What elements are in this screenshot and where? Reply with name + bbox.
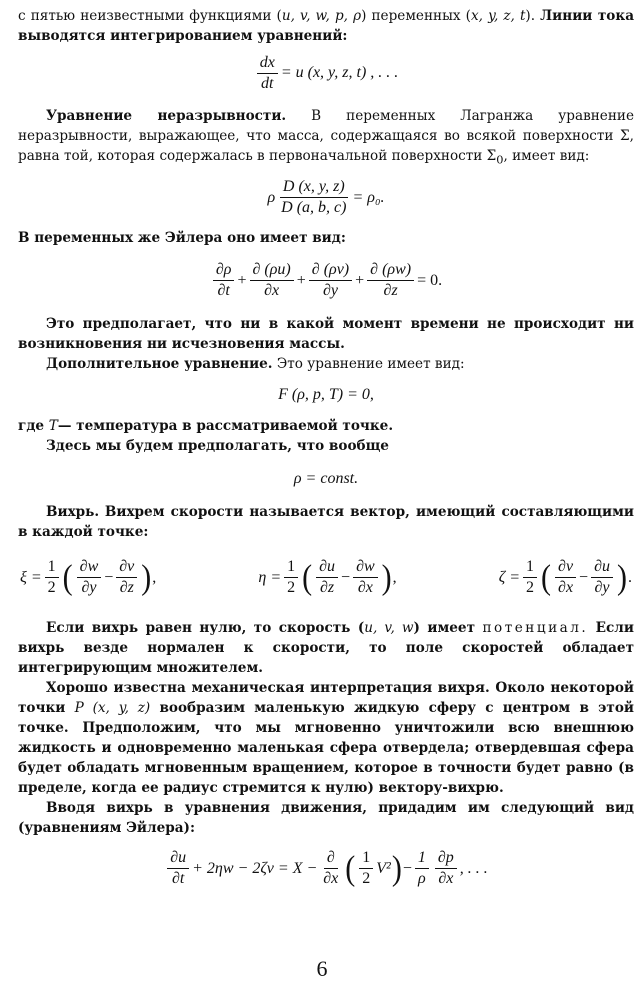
minus-sign: − [341,568,351,586]
right-paren: ) [381,558,392,597]
plus-sign: + [355,271,365,289]
equation-continuity [18,248,634,314]
fraction [77,558,102,597]
paragraph-zero-vortex [18,618,634,678]
text-span: Если вихрь везде нормален к скорости, то поле скоростей обладает интегрирующим множителем. [18,619,634,676]
comma: , [392,568,397,586]
xi-component [20,558,156,597]
left-paren: ( [541,558,552,597]
equation-streamline [18,46,634,100]
text-span: ) переменных ( [361,8,471,24]
denominator: 2 [47,579,56,597]
equation-vortex-components [18,542,634,614]
eta-label: η = [258,568,282,586]
fraction [435,849,457,888]
numerator: ∂u [167,849,189,869]
numerator: ∂ρ [213,261,235,281]
fraction [555,558,576,597]
fraction [284,558,298,597]
spaced-term: потенциал. [482,619,589,636]
equation-const [18,456,634,502]
left-paren: ( [62,558,73,597]
comma: , [152,568,157,586]
equation-rhs: = ρ₀. [352,188,385,206]
rho-symbol: ρ [267,188,276,206]
denominator: ∂z [119,579,134,597]
denominator: ∂t [171,870,185,888]
equation-rhs: = 0. [417,271,443,289]
paragraph-mechanical [18,678,634,798]
text-span: , имеет вид: [503,148,590,164]
fraction [167,849,189,888]
text-span: Вводя вихрь в уравнения движения, придадим им следующий вид (уравнениям Эйлера): [18,799,634,836]
minus-sign: − [104,568,114,586]
velocity-components: u, v, w [364,619,414,636]
numerator: ∂w [353,558,378,578]
text-span: ). [525,8,536,24]
variables: u, v, w, p, ρ [281,8,362,24]
numerator: 1 [415,849,429,869]
velocity-squared: V² [376,859,391,877]
right-paren: ) [391,849,402,888]
text-span: вообразим маленькую жидкую сферу с центром в этой точке. Предположим, что мы мгновенно уничтожили всю внешнюю жидкость и одновременно маленькая сфера отвердела; отвердевшая сфера будет обладать мгновенным вращением, которое в точности будет равно (в пределе, когда ее радиус стремится к нулю) вектору-вихрю. [18,699,634,796]
minus-sign: − [402,859,412,877]
numerator: ∂ (ρv) [309,261,352,281]
denominator: ∂x [357,579,373,597]
text-span: с пятью неизвестными функциями ( [18,8,282,24]
paragraph-euler [18,228,634,248]
eta-component [258,558,396,597]
page-number: 6 [316,956,328,981]
denominator: D (a, b, c) [281,199,347,217]
denominator: ∂t [217,282,230,300]
streamline-sentence: Линии тока выводятся интегрированием уравнений: [18,8,635,44]
denominator: ∂x [558,579,574,597]
text-span: В переменных же Эйлера оно имеет вид: [18,229,346,246]
text-span: Хорошо известна механическая интерпретация вихря. Около некоторой точки [18,679,634,716]
section-heading: Уравнение неразрывности. [46,108,287,124]
text-span: Здесь мы будем предполагать, что вообще [46,437,389,454]
left-paren: ( [345,849,356,888]
denominator: ∂x [438,870,454,888]
numerator: dx [257,54,278,74]
numerator: D (x, y, z) [280,178,348,198]
fraction [116,558,137,597]
numerator: ∂w [77,558,102,578]
text-span: В переменных Лагранжа уравнение неразрывности, выражающее, что масса, содержащаяся во всякой поверхности Σ, равна той, которая содержалась в первоначальной поверхности Σ [18,108,634,164]
section-heading: Вихрь. [46,503,100,520]
xi-label: ξ = [20,568,42,586]
numerator: 1 [523,558,537,578]
coordinates: x, y, z, t [470,8,526,24]
denominator: ρ [418,870,426,888]
equation-lagrange [18,170,634,226]
point-symbol: P (x, y, z) [74,699,151,716]
paragraph-vortex [18,502,634,542]
text-span: Если вихрь равен нулю, то скорость ( [46,619,365,636]
text-span: — температура в рассматриваемой точке. [57,417,394,434]
paper-page [18,6,634,900]
fraction [213,261,235,300]
fraction [359,849,373,888]
paragraph-temperature [18,416,634,436]
plus-sign: + [296,271,306,289]
denominator: ∂x [323,870,339,888]
denominator: ∂x [264,282,280,300]
fraction [278,178,349,217]
equation-rhs: = u (x, y, z, t) , . . . [280,64,399,81]
subscript: 0 [496,152,504,167]
text-span: Это предполагает, что ни в какой момент времени не происходит ни возникновения ни исчезновения массы. [18,315,634,352]
fraction [320,849,341,888]
temperature-symbol: T [48,417,58,434]
fraction [257,54,278,93]
numerator: ∂v [116,558,137,578]
equation-motion [18,838,634,900]
fraction [367,261,414,300]
fraction [523,558,537,597]
text-span: ) имеет [413,619,483,636]
right-paren: ) [141,558,152,597]
numerator: ∂ [324,849,338,869]
denominator: ∂y [322,282,338,300]
fraction [316,558,338,597]
paragraph-continuity [18,106,634,170]
fraction [353,558,378,597]
fraction [309,261,352,300]
paragraph-intro [18,6,634,46]
fraction [591,558,613,597]
numerator: ∂ (ρu) [250,261,294,281]
equation-state [18,374,634,416]
fraction [415,849,429,888]
denominator: 2 [362,870,371,888]
paragraph-additional [18,354,634,374]
equation-end: , . . . [459,859,488,877]
zeta-label: ζ = [498,568,521,586]
paragraph-motion-intro [18,798,634,838]
plus-sign: + [237,271,247,289]
denominator: ∂z [383,282,398,300]
left-paren: ( [302,558,313,597]
text-span: где [18,417,49,434]
paragraph-assumption [18,314,634,354]
equation-middle: + 2ηw − 2ζv = X − [192,859,318,877]
denominator: ∂y [594,579,610,597]
denominator: 2 [526,579,535,597]
zeta-component [499,558,632,597]
equation-text: ρ = const. [293,469,359,487]
paragraph-assume-const [18,436,634,456]
numerator: ∂ (ρw) [367,261,414,281]
numerator: 1 [284,558,298,578]
equation-text: F (ρ, p, T) = 0, [278,385,374,403]
fraction [250,261,294,300]
section-heading: Дополнительное уравнение. [46,355,273,372]
numerator: ∂p [435,849,457,869]
text-span: Это уравнение имеет вид: [276,355,465,372]
denominator: ∂z [320,579,335,597]
fraction [45,558,59,597]
text-span: Вихрем скорости называется вектор, имеющий составляющими в каждой точке: [18,503,634,540]
numerator: ∂u [591,558,613,578]
numerator: 1 [359,849,373,869]
denominator: 2 [287,579,296,597]
numerator: 1 [45,558,59,578]
minus-sign: − [579,568,589,586]
denominator: dt [261,74,274,92]
right-paren: ) [616,558,627,597]
denominator: ∂y [81,579,97,597]
numerator: ∂u [316,558,338,578]
numerator: ∂v [555,558,576,578]
period: . [627,568,632,586]
